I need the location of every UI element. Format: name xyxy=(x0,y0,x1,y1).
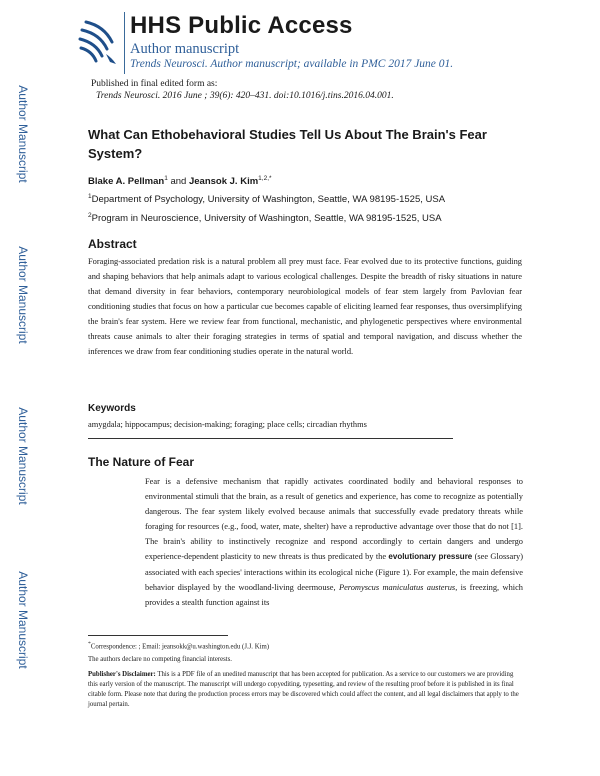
publisher-disclaimer: Publisher's Disclaimer: This is a PDF file of an unedited manuscript that has been accepted for publication. As a service to our customers we are providing this early version of the manuscript. The manuscript will undergo copyediting, typesetting, and review of the resulting proof before it is published in its final citable form. Please note that during the production process errors may be discovered which could affect the content, and all legal disclaimers that apply to the journal pertain. xyxy=(88,671,519,708)
authors: Blake A. Pellman$^1$ and Jeansok J. Kim$^{1,2,*}$ xyxy=(88,175,272,188)
side-label: Author Manuscript xyxy=(16,407,30,505)
keywords-list: amygdala; hippocampus; decision-making; foraging; place cells; circadian rhythms xyxy=(88,420,367,429)
glossary-term: evolutionary pressure xyxy=(388,552,473,562)
footnote-divider xyxy=(88,635,228,636)
affiliation: $^1$Department of Psychology, University of Washington, Seattle, WA 98195-1525, USA xyxy=(88,193,446,206)
correspondence-footnote: *Correspondence: ; Email: jeansokk@u.washington.edu (J.J. Kim) xyxy=(88,641,270,651)
hhs-title: HHS Public Access xyxy=(130,12,353,39)
side-label: Author Manuscript xyxy=(16,85,30,183)
published-label: Published in final edited form as: xyxy=(91,79,218,89)
citation: Trends Neurosci. 2016 June ; 39(6): 420–431. doi:10.1016/j.tins.2016.04.001. xyxy=(96,91,394,101)
keywords-heading: Keywords xyxy=(88,403,136,414)
affiliation: $^2$Program in Neuroscience, University of Washington, Seattle, WA 98195-1525, USA xyxy=(88,212,442,225)
side-label: Author Manuscript xyxy=(16,246,30,344)
keywords-divider xyxy=(88,438,453,439)
section-body: Fear is a defensive mechanism that rapidly activates coordinated bodily and behavioral responses to environmental stimuli that the brain, as a result of genetics and experience, has come to recognize as potentially dangerous. The fear system likely evolved because animals that successfully evade predatory threats while foraging for resources (e.g., food, water, mate, shelter) have a reproductive advantage over those that do not [1]. The brain's ability to instinctively recognize and respond accordingly to certain dangers and undergo experience-dependent plasticity to new threats is thus predicated by the evolutionary pressure (see Glossary) associated with each species' interactions within its ecological niche (Figure 1). For example, the main defensive behavior displayed by the woodland-living deermouse, Peromyscus maniculatus austerus, is freezing, which provides a stealth function against its xyxy=(145,477,523,607)
header-divider xyxy=(124,12,125,74)
abstract-text: Foraging-associated predation risk is a natural problem all prey must face. Fear evolved due to its protective functions, guiding and shaping behaviors that help animals adapt to various ecological challenges. Despite the breadth of risky situations in nature that demand diversity in fear behaviors, contemporary neurobiological models of fear stem largely from Pavlovian fear conditioning studies that focus on how a particular cue becomes capable of eliciting learned fear responses, thus oversimplifying the brain's fear system. Here we review fear from functional, mechanistic, and phylogenetic perspectives where environmental threats cause animals to alter their foraging strategies in terms of spatial and temporal navigation, and discuss whether the inferences we draw from fear conditioning studies operate in the natural world. xyxy=(88,257,522,356)
hhs-eagle-logo-icon xyxy=(76,16,120,66)
manuscript-label: Author manuscript xyxy=(130,41,240,57)
abstract-heading: Abstract xyxy=(88,237,137,251)
author-name: Blake A. Pellman xyxy=(88,176,165,188)
journal-availability: Trends Neurosci. Author manuscript; available in PMC 2017 June 01. xyxy=(130,58,454,70)
article-title: What Can Ethobehavioral Studies Tell Us About The Brain's Fear System? xyxy=(88,127,487,161)
section-heading: The Nature of Fear xyxy=(88,455,195,469)
side-label: Author Manuscript xyxy=(16,571,30,669)
competing-interests: The authors declare no competing financial interests. xyxy=(88,656,233,663)
species-name: Peromyscus maniculatus austerus xyxy=(338,582,456,592)
author-name: Jeansok J. Kim xyxy=(188,176,259,188)
